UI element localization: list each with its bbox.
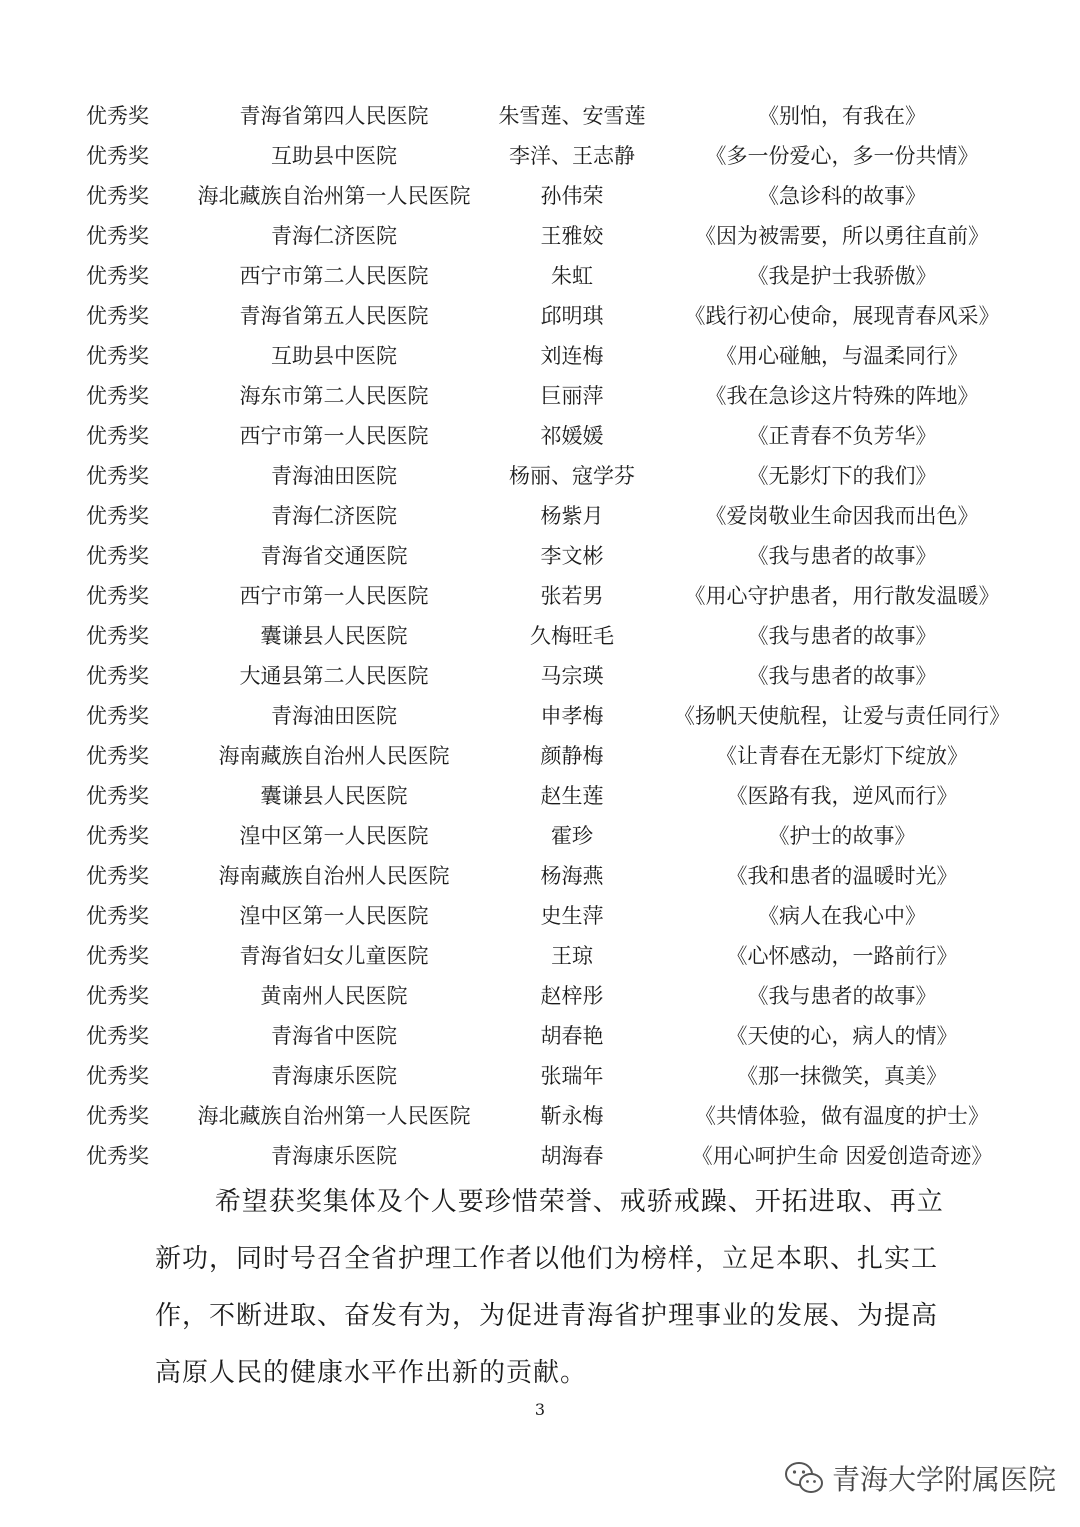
closing-paragraph: 希望获奖集体及个人要珍惜荣誉、戒骄戒躁、开拓进取、再立新功，同时号召全省护理工作者以他们为榜样，立足本职、扎实工作，不断进取、奋发有为，为促进青海省护理事业的发展、为提高高原人民的健康水平作出新的贡献。: [155, 1187, 944, 1388]
award-level: 优秀奖: [86, 784, 149, 808]
hospital-name: 青海油田医院: [271, 464, 397, 488]
winner-name: 王雅姣: [540, 224, 604, 248]
story-title: 《爱岗敬业生命因我而出色》: [705, 504, 979, 528]
hospital-name: 青海省交通医院: [260, 544, 408, 568]
winner-name: 胡海春: [540, 1144, 604, 1168]
award-level: 优秀奖: [86, 1144, 149, 1168]
award-row: [0, 696, 1080, 736]
story-title: 《共情体验，做有温度的护士》: [695, 1104, 989, 1128]
story-title: 《我与患者的故事》: [747, 984, 937, 1008]
award-row: [0, 936, 1080, 976]
award-row: [0, 296, 1080, 336]
story-title: 《我在急诊这片特殊的阵地》: [705, 384, 979, 408]
hospital-name: 海南藏族自治州人民医院: [218, 744, 450, 768]
award-row: [0, 776, 1080, 816]
award-level: 优秀奖: [86, 984, 149, 1008]
award-level: 优秀奖: [86, 624, 149, 648]
hospital-name: 互助县中医院: [271, 144, 397, 168]
award-level: 优秀奖: [86, 504, 149, 528]
award-level: 优秀奖: [86, 944, 149, 968]
award-level: 优秀奖: [86, 1104, 149, 1128]
hospital-name: 海北藏族自治州第一人民医院: [197, 184, 471, 208]
hospital-name: 青海省第五人民医院: [239, 304, 429, 328]
watermark: [784, 1458, 1056, 1498]
winner-name: 李洋、王志静: [509, 144, 635, 168]
winner-name: 祁媛媛: [540, 424, 604, 448]
story-title: 《那一抹微笑，真美》: [737, 1064, 947, 1088]
award-level: 优秀奖: [86, 904, 149, 928]
award-row: [0, 616, 1080, 656]
award-row: [0, 1056, 1080, 1096]
award-level: 优秀奖: [86, 584, 149, 608]
award-level: 优秀奖: [86, 1064, 149, 1088]
story-title: 《正青春不负芳华》: [747, 424, 937, 448]
award-row: [0, 576, 1080, 616]
winner-name: 孙伟荣: [540, 184, 604, 208]
award-level: 优秀奖: [86, 704, 149, 728]
story-title: 《我与患者的故事》: [747, 624, 937, 648]
award-level: 优秀奖: [86, 744, 149, 768]
story-title: 《我与患者的故事》: [747, 544, 937, 568]
award-row: [0, 256, 1080, 296]
story-title: 《急诊科的故事》: [758, 184, 926, 208]
award-level: 优秀奖: [86, 224, 149, 248]
story-title: 《践行初心使命，展现青春风采》: [684, 304, 1000, 328]
award-level: 优秀奖: [86, 304, 149, 328]
winner-name: 霍珍: [551, 824, 593, 848]
award-level: 优秀奖: [86, 824, 149, 848]
award-row: [0, 456, 1080, 496]
hospital-name: 西宁市第二人民医院: [239, 264, 429, 288]
winner-name: 杨紫月: [540, 504, 604, 528]
story-title: 《心怀感动，一路前行》: [726, 944, 958, 968]
story-title: 《无影灯下的我们》: [747, 464, 937, 488]
hospital-name: 青海省妇女儿童医院: [239, 944, 429, 968]
award-level: 优秀奖: [86, 864, 149, 888]
winner-name: 赵生莲: [540, 784, 604, 808]
hospital-name: 青海省第四人民医院: [239, 104, 429, 128]
winner-name: 刘连梅: [540, 344, 604, 368]
wechat-icon: [784, 1461, 824, 1495]
hospital-name: 青海省中医院: [271, 1024, 397, 1048]
story-title: 《扬帆天使航程，让爱与责任同行》: [674, 704, 1010, 728]
award-level: 优秀奖: [86, 384, 149, 408]
hospital-name: 海北藏族自治州第一人民医院: [197, 1104, 471, 1128]
award-row: [0, 216, 1080, 256]
story-title: 《我与患者的故事》: [747, 664, 937, 688]
award-level: 优秀奖: [86, 424, 149, 448]
story-title: 《我是护士我骄傲》: [747, 264, 937, 288]
award-row: [0, 1016, 1080, 1056]
hospital-name: 西宁市第一人民医院: [239, 584, 429, 608]
award-row: [0, 136, 1080, 176]
hospital-name: 青海仁济医院: [271, 504, 397, 528]
award-row: [0, 176, 1080, 216]
award-level: 优秀奖: [86, 1024, 149, 1048]
hospital-name: 青海油田医院: [271, 704, 397, 728]
award-row: [0, 1096, 1080, 1136]
winner-name: 杨丽、寇学芬: [509, 464, 635, 488]
award-row: [0, 416, 1080, 456]
winner-name: 巨丽萍: [540, 384, 604, 408]
winner-name: 朱虹: [551, 264, 593, 288]
hospital-name: 海南藏族自治州人民医院: [218, 864, 450, 888]
closing-section: [155, 1174, 955, 1402]
award-level: 优秀奖: [86, 464, 149, 488]
award-row: [0, 816, 1080, 856]
winner-name: 杨海燕: [540, 864, 604, 888]
awards-list: [0, 96, 1080, 1176]
hospital-name: 互助县中医院: [271, 344, 397, 368]
hospital-name: 海东市第二人民医院: [239, 384, 429, 408]
award-level: 优秀奖: [86, 104, 149, 128]
hospital-name: 湟中区第一人民医院: [239, 904, 429, 928]
award-level: 优秀奖: [86, 664, 149, 688]
hospital-name: 青海康乐医院: [271, 1064, 397, 1088]
hospital-name: 囊谦县人民医院: [260, 784, 408, 808]
award-row: [0, 496, 1080, 536]
winner-name: 靳永梅: [540, 1104, 604, 1128]
award-row: [0, 96, 1080, 136]
story-title: 《我和患者的温暖时光》: [726, 864, 958, 888]
winner-name: 朱雪莲、安雪莲: [498, 104, 646, 128]
winner-name: 王琼: [551, 944, 593, 968]
award-level: 优秀奖: [86, 344, 149, 368]
winner-name: 久梅旺毛: [530, 624, 614, 648]
winner-name: 赵梓彤: [540, 984, 604, 1008]
winner-name: 史生萍: [540, 904, 604, 928]
award-level: 优秀奖: [86, 144, 149, 168]
award-level: 优秀奖: [86, 264, 149, 288]
award-row: [0, 656, 1080, 696]
hospital-name: 湟中区第一人民医院: [239, 824, 429, 848]
award-row: [0, 976, 1080, 1016]
story-title: 《医路有我，逆风而行》: [726, 784, 958, 808]
story-title: 《病人在我心中》: [758, 904, 926, 928]
award-row: [0, 336, 1080, 376]
hospital-name: 黄南州人民医院: [260, 984, 408, 1008]
winner-name: 张若男: [540, 584, 604, 608]
award-row: [0, 1136, 1080, 1176]
winner-name: 张瑞年: [540, 1064, 604, 1088]
award-row: [0, 376, 1080, 416]
winner-name: 颜静梅: [540, 744, 604, 768]
story-title: 《因为被需要，所以勇往直前》: [695, 224, 989, 248]
story-title: 《多一份爱心，多一份共情》: [705, 144, 979, 168]
award-row: [0, 896, 1080, 936]
award-level: 优秀奖: [86, 184, 149, 208]
award-row: [0, 736, 1080, 776]
story-title: 《让青春在无影灯下绽放》: [716, 744, 968, 768]
winner-name: 李文彬: [540, 544, 604, 568]
winner-name: 申孝梅: [540, 704, 604, 728]
winner-name: 邱明琪: [540, 304, 604, 328]
winner-name: 马宗瑛: [540, 664, 604, 688]
story-title: 《用心呵护生命 因爱创造奇迹》: [691, 1144, 993, 1168]
story-title: 《用心守护患者，用行散发温暖》: [684, 584, 1000, 608]
award-row: [0, 856, 1080, 896]
hospital-name: 囊谦县人民医院: [260, 624, 408, 648]
hospital-name: 青海康乐医院: [271, 1144, 397, 1168]
award-row: [0, 536, 1080, 576]
story-title: 《护士的故事》: [768, 824, 916, 848]
award-level: 优秀奖: [86, 544, 149, 568]
hospital-name: 青海仁济医院: [271, 224, 397, 248]
hospital-name: 大通县第二人民医院: [239, 664, 429, 688]
story-title: 《用心碰触，与温柔同行》: [716, 344, 968, 368]
winner-name: 胡春艳: [540, 1024, 604, 1048]
watermark-text: 青海大学附属医院: [832, 1463, 1057, 1496]
hospital-name: 西宁市第一人民医院: [239, 424, 429, 448]
story-title: 《天使的心，病人的情》: [726, 1024, 958, 1048]
page-number: 3: [534, 1400, 546, 1419]
story-title: 《别怕，有我在》: [758, 104, 926, 128]
